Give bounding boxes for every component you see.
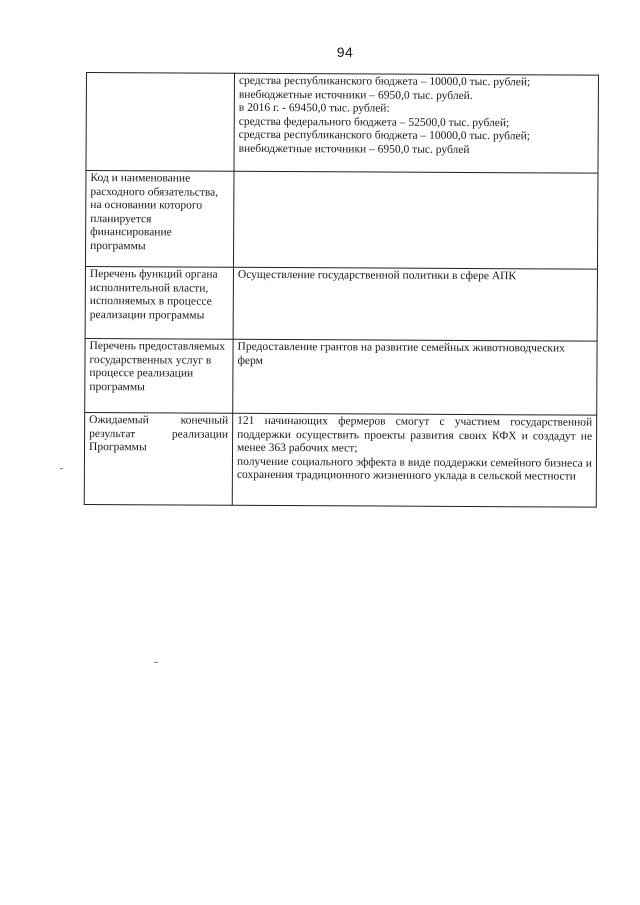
- expected-result-text: 121 начинающих фермеров смогут с участием государственной поддержки осуществить проекты развития своих КФХ и создадут не менее 363 рабочих мест;: [237, 414, 593, 455]
- program-passport-table: [84, 72, 599, 508]
- financing-line: внебюджетные источники – 6950,0 тыс. рублей.: [238, 88, 473, 102]
- services-text: Предоставление грантов на развитие семейных животноводческих ферм: [237, 340, 565, 367]
- scan-mark: [154, 662, 158, 663]
- label-cell-expense-obligation: Код и наименование расходного обязательства, на основании которого планируется финансирование программы: [85, 171, 234, 268]
- page-number: 94: [336, 44, 354, 60]
- financing-line: внебюджетные источники – 6950,0 тыс. рублей: [238, 142, 470, 156]
- value-cell-functions: [233, 267, 597, 341]
- label-cell-services: Перечень предоставляемых государственных услуг в процессе реализации программы: [85, 338, 233, 413]
- label-cell-empty: [86, 73, 235, 172]
- table-row-functions: [85, 266, 597, 341]
- financing-line: средства республиканского бюджета – 10000,0 тыс. рублей;: [238, 129, 530, 143]
- table-row-expense-obligation: [85, 171, 597, 270]
- value-cell-services: [233, 339, 597, 415]
- table-row-expected-result: [84, 412, 596, 507]
- label-cell-expected-result: Ожидаемый конечный результат реализации Программы: [84, 412, 232, 505]
- table-row-services: [85, 338, 597, 415]
- financing-line: средства республиканского бюджета – 10000,0 тыс. рублей;: [238, 74, 531, 89]
- label-cell-functions: Перечень функций органа исполнительной власти, исполняемых в процессе реализации программы: [85, 266, 233, 339]
- financing-line: в 2016 г. - 69450,0 тыс. рублей:: [238, 101, 390, 115]
- expected-result-text: получение социального эффекта в виде поддержки семейного бизнеса и сохранения традиционного жизненного уклада в сельской местности: [236, 455, 592, 483]
- value-cell-financing: [234, 73, 599, 173]
- financing-line: средства федерального бюджета – 52500,0 тыс. рублей;: [238, 115, 510, 129]
- value-cell-expense-obligation: [233, 171, 597, 269]
- functions-text: Осуществление государственной политики в сфере АПК: [237, 268, 517, 283]
- scan-mark: [60, 468, 63, 469]
- table-row-financing-continued: [86, 73, 599, 174]
- value-cell-expected-result: [232, 413, 596, 507]
